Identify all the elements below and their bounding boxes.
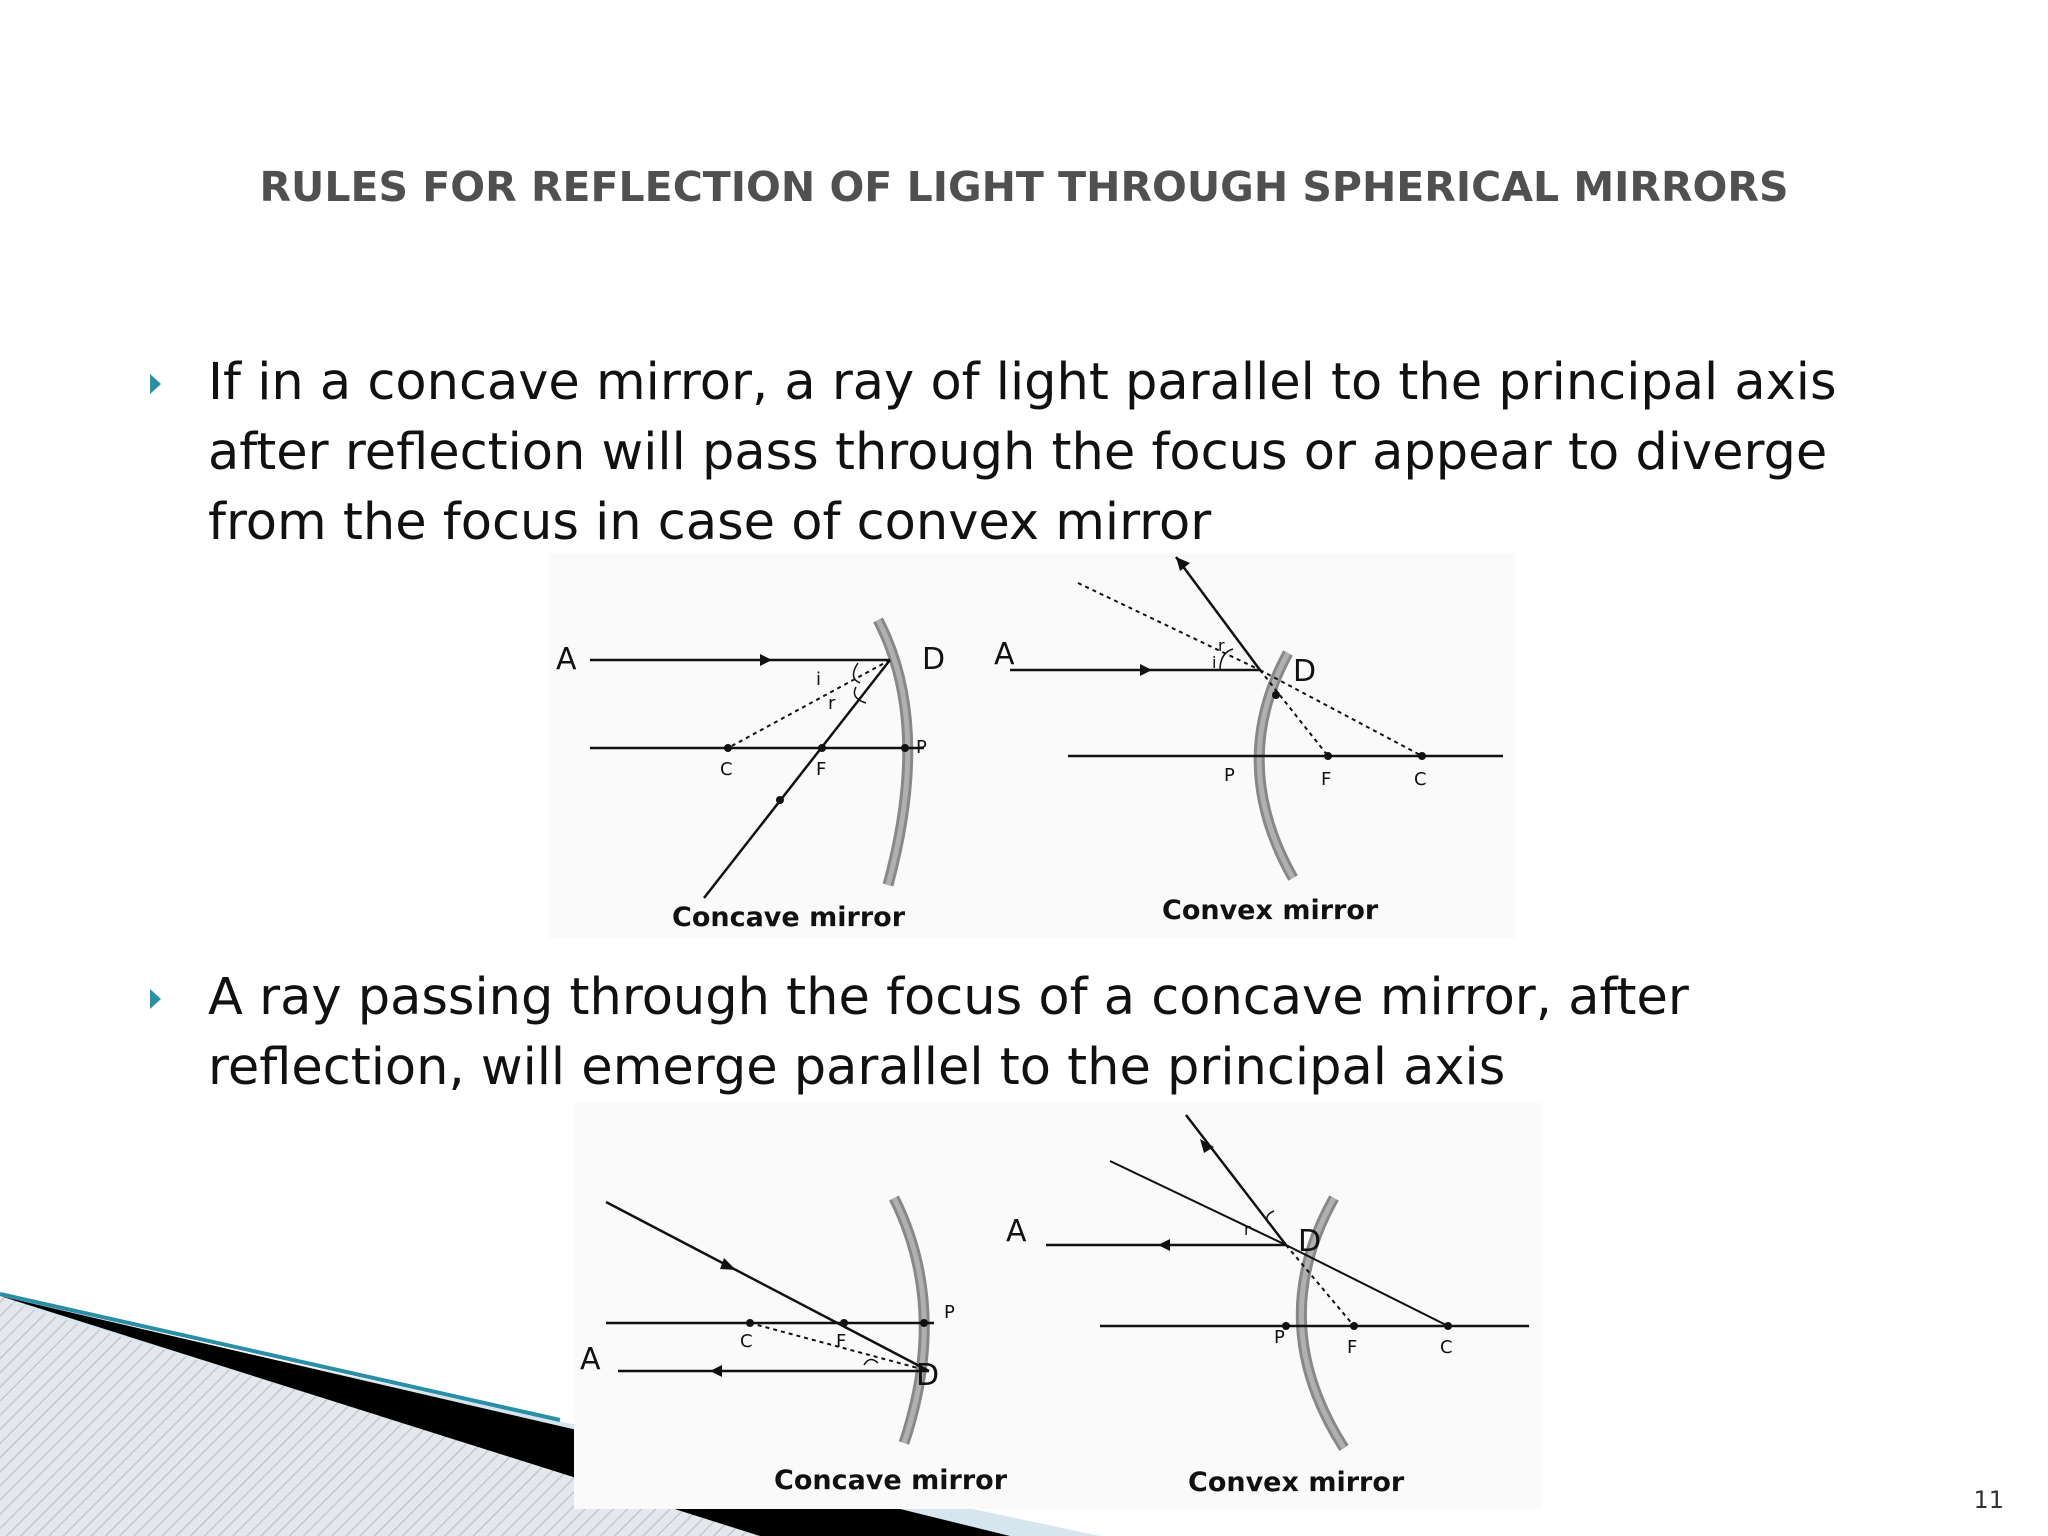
concave-mirror-diagram: [580, 1198, 1008, 1496]
label-p: P: [944, 1302, 955, 1323]
label-d: D: [922, 642, 946, 677]
label-d: D: [1298, 1224, 1322, 1259]
concave-mirror-diagram: [556, 620, 945, 933]
label-f: F: [1347, 1337, 1358, 1358]
label-a: A: [994, 637, 1015, 672]
label-f: F: [1321, 769, 1332, 790]
label-p: P: [1224, 765, 1235, 786]
bullet-text: If in a concave mirror, a ray of light parallel to the principal axis after reflection will pass through the focus or appear to diverge from the focus in case of convex mirror: [208, 353, 1837, 552]
figure-reflection-focus-ray: [574, 1103, 1542, 1509]
label-p: P: [1274, 1327, 1285, 1348]
label-r: r: [1218, 636, 1225, 655]
bullet-item: [150, 963, 1910, 1103]
convex-mirror-caption: Convex mirror: [1162, 895, 1379, 926]
figure-reflection-parallel-ray: [548, 553, 1516, 938]
label-a: A: [556, 642, 577, 677]
triangle-bullet-icon: [150, 989, 161, 1009]
label-f: F: [816, 759, 827, 780]
label-c: C: [720, 759, 733, 780]
bullet-text: A ray passing through the focus of a concave mirror, after reflection, will emerge parallel to the principal axis: [208, 968, 1689, 1097]
label-c: C: [1440, 1337, 1453, 1358]
label-d: D: [916, 1358, 940, 1393]
label-a: A: [580, 1342, 601, 1377]
convex-mirror-caption: Convex mirror: [1188, 1467, 1405, 1498]
label-f: F: [836, 1331, 847, 1352]
concave-mirror-caption: Concave mirror: [774, 1465, 1008, 1496]
label-i: i: [1212, 653, 1217, 672]
label-c: C: [740, 1331, 753, 1352]
bullet-item: [150, 348, 1910, 558]
label-a: A: [1006, 1214, 1027, 1249]
label-r: r: [1244, 1220, 1251, 1239]
label-p: P: [916, 737, 927, 758]
label-r: r: [828, 693, 836, 714]
page-number: 11: [1973, 1486, 2004, 1514]
concave-mirror-caption: Concave mirror: [672, 902, 906, 933]
label-c: C: [1414, 769, 1427, 790]
convex-mirror-diagram: [994, 557, 1503, 926]
label-d: D: [1293, 654, 1317, 689]
triangle-bullet-icon: [150, 374, 161, 394]
convex-mirror-diagram: [1006, 1115, 1529, 1498]
label-i: i: [816, 669, 822, 690]
slide-title: RULES FOR REFLECTION OF LIGHT THROUGH SPHERICAL MIRRORS: [259, 163, 1789, 211]
